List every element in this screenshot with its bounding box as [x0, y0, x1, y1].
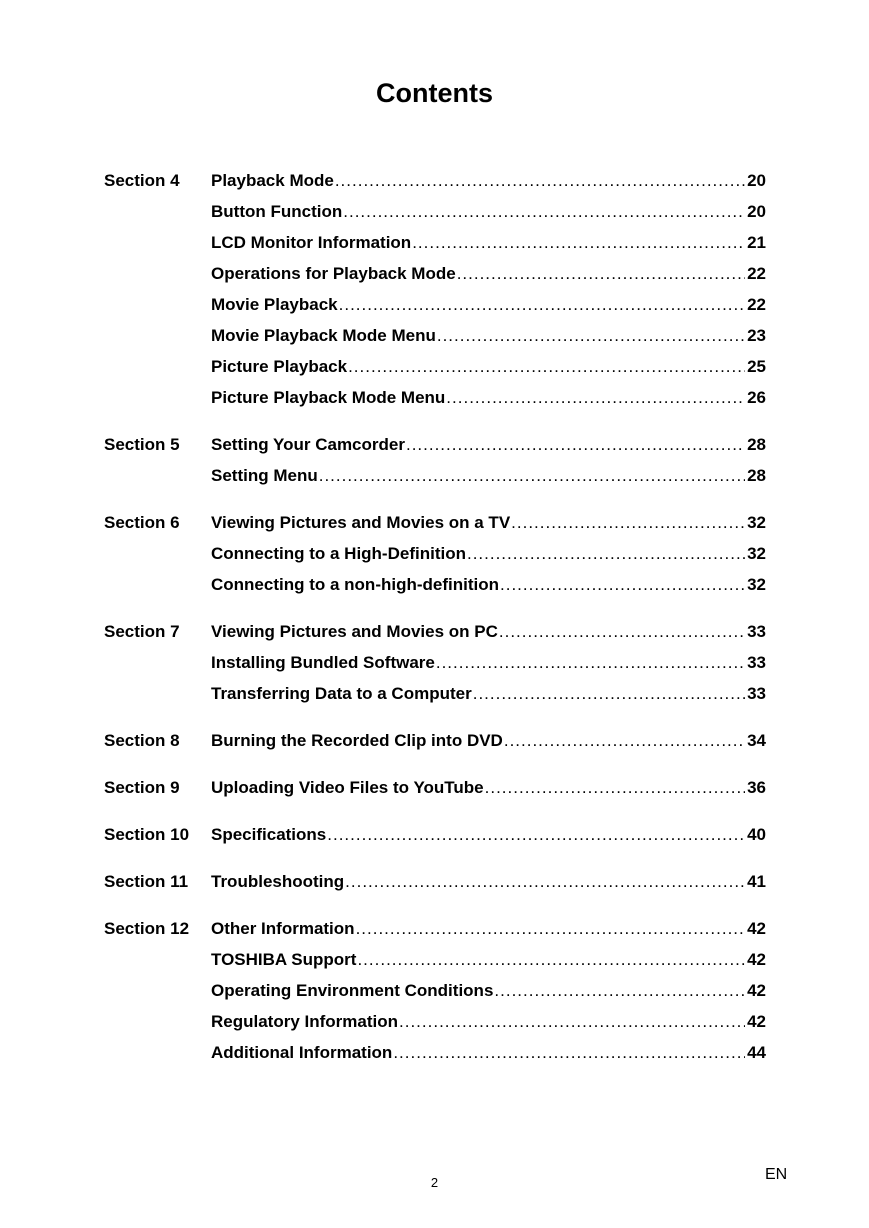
page-title: Contents [376, 78, 493, 108]
toc-entry-page-number: 41 [747, 872, 766, 891]
dot-leader [504, 725, 745, 756]
dot-leader [485, 772, 745, 803]
section-label: Section 8 [104, 731, 180, 750]
toc-entry-title: Transferring Data to a Computer [211, 684, 472, 703]
dot-leader [343, 196, 745, 227]
section-label: Section 6 [104, 513, 180, 532]
toc-section-block [104, 165, 766, 413]
dot-leader [473, 678, 745, 709]
section-label: Section 9 [104, 778, 180, 797]
toc-entry-page-number: 20 [747, 202, 766, 221]
toc-entry-title: TOSHIBA Support [211, 950, 357, 969]
toc-entry [104, 165, 766, 196]
toc-entry-title: Viewing Pictures and Movies on PC [211, 622, 498, 641]
toc-section-block [104, 913, 766, 1068]
toc-entry-page-number: 32 [747, 513, 766, 532]
dot-leader [319, 460, 745, 491]
toc-entry [104, 196, 766, 227]
toc-entry-title: Connecting to a High-Definition [211, 544, 466, 563]
dot-leader [393, 1037, 745, 1068]
toc-entry-title: Setting Your Camcorder [211, 435, 405, 454]
toc-entry [104, 289, 766, 320]
toc-entry-page-number: 23 [747, 326, 766, 345]
dot-leader [399, 1006, 745, 1037]
toc-entry-title: Specifications [211, 825, 327, 844]
dot-leader [436, 647, 745, 678]
dot-leader [335, 165, 745, 196]
toc-entry-page-number: 44 [747, 1043, 766, 1062]
toc-entry-page-number: 32 [747, 575, 766, 594]
toc-entry-title: Troubleshooting [211, 872, 345, 891]
footer-language-label: EN [765, 1166, 788, 1183]
toc-entry-page-number: 26 [747, 388, 766, 407]
toc-section-block [104, 429, 766, 491]
toc-entry-title: Button Function [211, 202, 343, 221]
toc-entry [104, 647, 766, 678]
toc-entry-page-number: 28 [747, 435, 766, 454]
toc-entry [104, 460, 766, 491]
toc-entry-page-number: 22 [747, 295, 766, 314]
toc-entry-page-number: 33 [747, 622, 766, 641]
section-label: Section 5 [104, 435, 180, 454]
toc-entry-page-number: 42 [747, 981, 766, 1000]
toc-entry-page-number: 42 [747, 1012, 766, 1031]
toc-entry-page-number: 40 [747, 825, 766, 844]
toc-entry-title: Additional Information [211, 1043, 393, 1062]
toc-entry-title: Movie Playback Mode Menu [211, 326, 436, 345]
section-label: Section 4 [104, 171, 180, 190]
toc-entry-title: Movie Playback [211, 295, 338, 314]
toc-entry-page-number: 33 [747, 684, 766, 703]
toc-entry [104, 1006, 766, 1037]
toc-entry [104, 866, 766, 897]
toc-entry [104, 258, 766, 289]
dot-leader [339, 289, 745, 320]
toc-entry-title: Burning the Recorded Clip into DVD [211, 731, 503, 750]
toc-entry-title: Operating Environment Conditions [211, 981, 494, 1000]
toc-entry-page-number: 22 [747, 264, 766, 283]
toc-entry [104, 725, 766, 756]
toc-entry-page-number: 34 [747, 731, 766, 750]
toc-section-block [104, 866, 766, 897]
dot-leader [457, 258, 745, 289]
dot-leader [412, 227, 745, 258]
toc-entry [104, 913, 766, 944]
toc-entry [104, 382, 766, 413]
toc-entry [104, 538, 766, 569]
toc-entry-page-number: 33 [747, 653, 766, 672]
toc-entry [104, 772, 766, 803]
dot-leader [327, 819, 745, 850]
toc-entry-page-number: 42 [747, 919, 766, 938]
toc-entry-page-number: 21 [747, 233, 766, 252]
dot-leader [437, 320, 745, 351]
toc-entry-page-number: 32 [747, 544, 766, 563]
section-label: Section 11 [104, 872, 189, 891]
toc-section-block [104, 616, 766, 709]
toc-section-block [104, 725, 766, 756]
table-of-contents [104, 165, 766, 1084]
dot-leader [511, 507, 745, 538]
toc-entry [104, 320, 766, 351]
dot-leader [494, 975, 745, 1006]
toc-entry-title: Picture Playback [211, 357, 348, 376]
toc-entry-page-number: 28 [747, 466, 766, 485]
toc-entry [104, 569, 766, 600]
toc-entry-title: Connecting to a non-high-definition [211, 575, 499, 594]
toc-entry [104, 819, 766, 850]
dot-leader [406, 429, 745, 460]
toc-entry-title: Picture Playback Mode Menu [211, 388, 446, 407]
toc-entry [104, 616, 766, 647]
toc-section-block [104, 772, 766, 803]
toc-entry-page-number: 25 [747, 357, 766, 376]
footer-page-number: 2 [430, 1175, 439, 1190]
dot-leader [499, 616, 745, 647]
section-label: Section 12 [104, 919, 190, 938]
toc-entry-title: Uploading Video Files to YouTube [211, 778, 484, 797]
toc-entry [104, 507, 766, 538]
dot-leader [446, 382, 745, 413]
toc-entry-title: LCD Monitor Information [211, 233, 412, 252]
toc-entry-title: Operations for Playback Mode [211, 264, 456, 283]
toc-entry-title: Playback Mode [211, 171, 334, 190]
dot-leader [345, 866, 745, 897]
dot-leader [500, 569, 745, 600]
toc-section-block [104, 507, 766, 600]
dot-leader [348, 351, 745, 382]
toc-entry-page-number: 20 [747, 171, 766, 190]
dot-leader [467, 538, 745, 569]
toc-entry-title: Setting Menu [211, 466, 318, 485]
section-label: Section 7 [104, 622, 180, 641]
toc-entry [104, 227, 766, 258]
toc-entry [104, 351, 766, 382]
toc-entry-page-number: 36 [747, 778, 766, 797]
toc-entry-title: Viewing Pictures and Movies on a TV [211, 513, 511, 532]
toc-entry [104, 429, 766, 460]
toc-entry [104, 975, 766, 1006]
toc-section-block [104, 819, 766, 850]
dot-leader [356, 913, 746, 944]
section-label: Section 10 [104, 825, 190, 844]
dot-leader [357, 944, 745, 975]
toc-entry-title: Other Information [211, 919, 355, 938]
toc-entry [104, 1037, 766, 1068]
toc-entry-page-number: 42 [747, 950, 766, 969]
toc-entry [104, 678, 766, 709]
toc-entry-title: Regulatory Information [211, 1012, 399, 1031]
toc-entry [104, 944, 766, 975]
toc-entry-title: Installing Bundled Software [211, 653, 435, 672]
